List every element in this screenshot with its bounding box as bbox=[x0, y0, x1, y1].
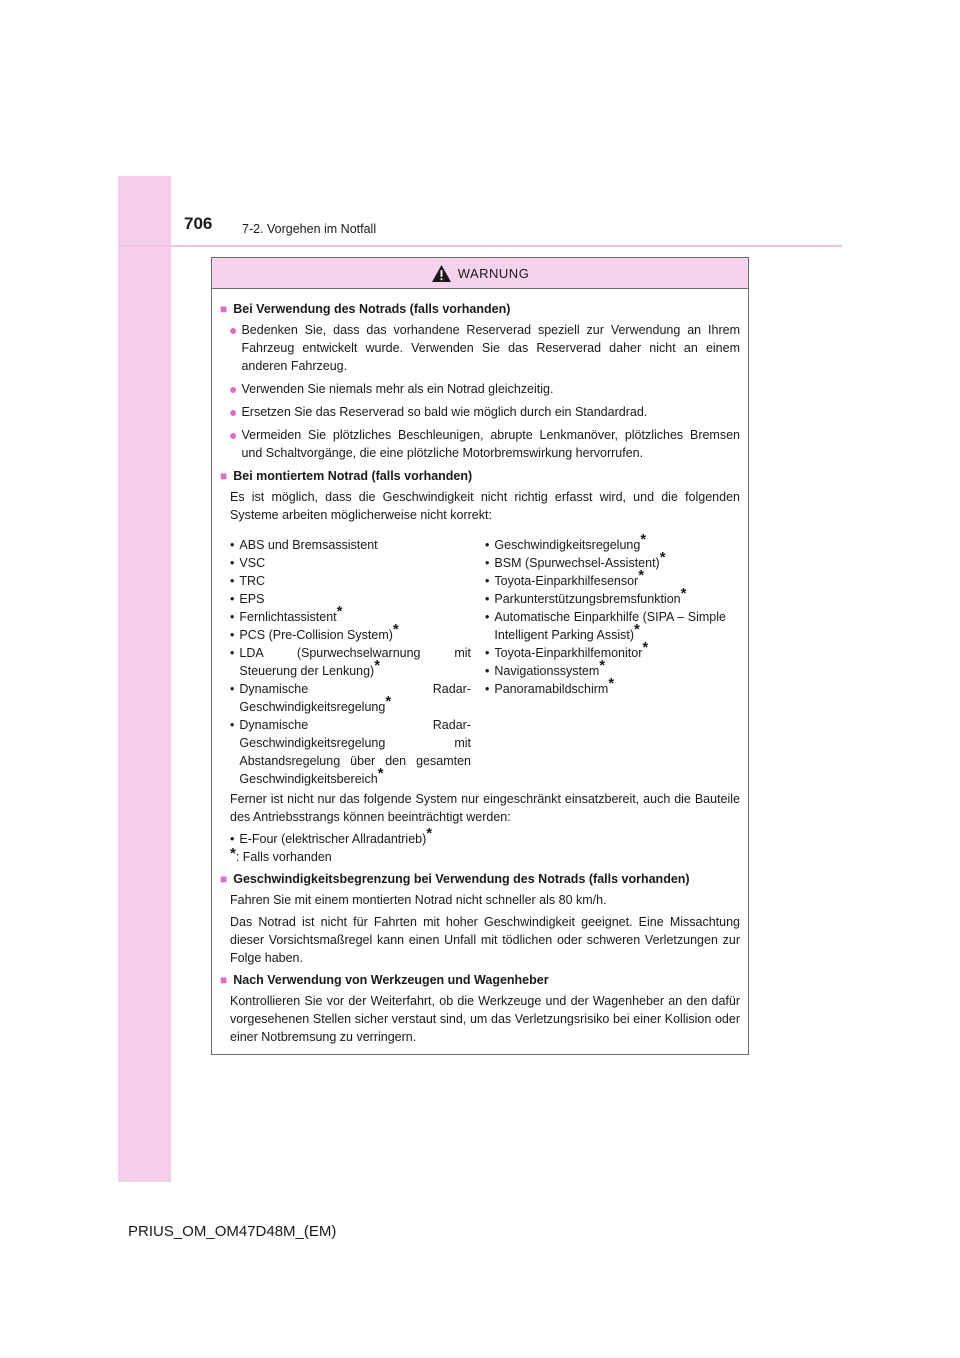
list-item bbox=[485, 608, 726, 644]
square-bullet-icon: ■ bbox=[220, 872, 228, 886]
list-item-text: Parkunterstützungsbremsfunktion bbox=[494, 592, 681, 606]
section-heading-text: Nach Verwendung von Werkzeugen und Wagenheber bbox=[233, 973, 549, 987]
bullet-icon: • bbox=[230, 538, 235, 552]
bullet-icon: • bbox=[230, 832, 235, 846]
left-system-list bbox=[230, 536, 485, 788]
document-code: PRIUS_OM_OM47D48M_(EM) bbox=[128, 1223, 337, 1240]
bullet-icon: • bbox=[230, 592, 235, 606]
bullet-icon: • bbox=[485, 646, 490, 660]
list-item bbox=[220, 403, 740, 421]
bullet-icon: • bbox=[485, 538, 490, 552]
footnote-star: * bbox=[638, 567, 645, 584]
list-item bbox=[220, 380, 740, 398]
list-item bbox=[485, 567, 726, 590]
section-heading bbox=[220, 300, 740, 318]
footnote bbox=[220, 845, 740, 866]
square-bullet-icon: ■ bbox=[220, 469, 228, 483]
footnote-star: * bbox=[640, 531, 647, 548]
footnote-star: * bbox=[680, 585, 687, 602]
list-item-text: Dynamische Radar-Geschwindigkeitsregelung bbox=[239, 682, 471, 714]
list-item bbox=[220, 321, 740, 375]
bullet-icon: • bbox=[230, 682, 235, 696]
list-item bbox=[230, 572, 471, 590]
list-item bbox=[485, 531, 726, 554]
warning-triangle-icon bbox=[431, 264, 452, 283]
bullet-icon: • bbox=[230, 574, 235, 588]
dot-bullet-icon: ● bbox=[229, 427, 238, 443]
list-item bbox=[230, 554, 471, 572]
footnote-star: * bbox=[599, 657, 606, 674]
list-item-text: Verwenden Sie niemals mehr als ein Notrad gleichzeitig. bbox=[241, 382, 554, 396]
bullet-icon: • bbox=[230, 718, 235, 732]
paragraph: Ferner ist nicht nur das folgende System nur eingeschränkt einsatzbereit, auch die Bauteile des Antriebsstrangs können beeinträchtigt werden: bbox=[230, 792, 740, 824]
dot-bullet-icon: ● bbox=[229, 322, 238, 338]
list-item-text: Navigationssystem bbox=[494, 664, 600, 678]
list-item-text: EPS bbox=[239, 592, 265, 606]
list-item bbox=[485, 585, 726, 608]
section-heading bbox=[220, 971, 740, 989]
header-rule bbox=[118, 245, 842, 247]
list-item bbox=[230, 590, 471, 608]
paragraph: Fahren Sie mit einem montierten Notrad nicht schneller als 80 km/h. bbox=[230, 893, 607, 907]
footnote-star: * bbox=[230, 845, 236, 862]
list-item-text: BSM (Spurwechsel-Assistent) bbox=[494, 556, 660, 570]
list-item bbox=[230, 621, 471, 644]
footnote-star: * bbox=[608, 675, 615, 692]
footnote-star: * bbox=[336, 603, 343, 620]
page-number: 706 bbox=[184, 214, 213, 233]
square-bullet-icon: ■ bbox=[220, 302, 228, 316]
list-item-text: Dynamische Radar-Geschwindigkeitsregelung mit Abstandsregelung über den gesamten Geschwindigkeitsbereich bbox=[239, 718, 471, 786]
list-item-text: Automatische Einparkhilfe (SIPA – Simple Intelligent Parking Assist) bbox=[494, 610, 726, 642]
list-item-text: Toyota-Einparkhilfesensor bbox=[494, 574, 639, 588]
list-item-text: PCS (Pre-Collision System) bbox=[239, 628, 393, 642]
warning-label: WARNUNG bbox=[457, 265, 530, 281]
section-heading-text: Bei montiertem Notrad (falls vorhanden) bbox=[233, 469, 473, 483]
list-item bbox=[230, 536, 471, 554]
footnote-star: * bbox=[377, 765, 384, 782]
list-item-text: VSC bbox=[239, 556, 266, 570]
warning-box bbox=[211, 257, 749, 1055]
list-item bbox=[230, 603, 471, 626]
warning-header bbox=[212, 258, 748, 289]
bullet-icon: • bbox=[485, 574, 490, 588]
list-item-text: Geschwindigkeitsregelung bbox=[494, 538, 641, 552]
footnote-star: * bbox=[385, 693, 392, 710]
dot-bullet-icon: ● bbox=[229, 404, 238, 420]
list-item bbox=[220, 426, 740, 462]
footnote-star: * bbox=[374, 657, 381, 674]
footnote-star: * bbox=[642, 639, 649, 656]
list-item-text: Bedenken Sie, dass das vorhandene Reserverad speziell zur Verwendung an Ihrem Fahrzeug entwickelt wurde. Verwenden Sie das Reserverad daher nicht an einem anderen Fahrzeug. bbox=[241, 323, 740, 373]
paragraph: Es ist möglich, dass die Geschwindigkeit nicht richtig erfasst wird, und die folgenden Systeme arbeiten möglicherweise nicht korrekt: bbox=[230, 490, 740, 522]
footnote-text: : Falls vorhanden bbox=[235, 850, 332, 864]
bullet-icon: • bbox=[485, 664, 490, 678]
list-item-text: E-Four (elektrischer Allradantrieb) bbox=[239, 832, 427, 846]
bullet-icon: • bbox=[230, 646, 235, 660]
section-title: 7-2. Vorgehen im Notfall bbox=[242, 222, 377, 236]
footnote-star: * bbox=[426, 825, 433, 842]
dot-bullet-icon: ● bbox=[229, 381, 238, 397]
bullet-icon: • bbox=[485, 556, 490, 570]
list-item-text: LDA (Spurwechselwarnung mit Steuerung der Lenkung) bbox=[239, 646, 471, 678]
list-item bbox=[485, 657, 726, 680]
side-band bbox=[118, 176, 171, 1182]
paragraph: Kontrollieren Sie vor der Weiterfahrt, ob die Werkzeuge und der Wagenheber an den dafür vorgesehenen Stellen sicher verstaut sind, um das Verletzungsrisiko bei einer Kollision oder einer Notbremsung zu verringern. bbox=[230, 994, 740, 1044]
bullet-icon: • bbox=[230, 628, 235, 642]
bullet-icon: • bbox=[485, 610, 490, 624]
system-columns bbox=[220, 531, 740, 788]
bullet-icon: • bbox=[485, 592, 490, 606]
section-heading-text: Bei Verwendung des Notrads (falls vorhanden) bbox=[233, 302, 511, 316]
list-item bbox=[220, 825, 740, 848]
list-item bbox=[230, 680, 471, 716]
section-heading bbox=[220, 870, 740, 888]
right-system-list bbox=[485, 531, 740, 788]
warning-body bbox=[212, 289, 748, 1046]
list-item-text: Panoramabildschirm bbox=[494, 682, 609, 696]
list-item bbox=[485, 675, 726, 698]
list-item bbox=[485, 639, 726, 662]
section-heading bbox=[220, 467, 740, 485]
bullet-icon: • bbox=[230, 610, 235, 624]
footnote-star: * bbox=[634, 621, 640, 638]
list-item-text: ABS und Bremsassistent bbox=[239, 538, 378, 552]
list-item-text: Toyota-Einparkhilfemonitor bbox=[494, 646, 643, 660]
paragraph: Das Notrad ist nicht für Fahrten mit hoher Geschwindigkeit geeignet. Eine Missachtung dieser Vorsichtsmaßregel kann einen Unfall mit tödlichen oder schweren Verletzungen zur Folge haben. bbox=[230, 915, 740, 965]
bullet-icon: • bbox=[485, 682, 490, 696]
square-bullet-icon: ■ bbox=[220, 973, 228, 987]
list-item-text: Fernlichtassistent bbox=[239, 610, 337, 624]
list-item bbox=[230, 716, 471, 788]
section-heading-text: Geschwindigkeitsbegrenzung bei Verwendung des Notrads (falls vorhanden) bbox=[233, 872, 690, 886]
footnote-star: * bbox=[392, 621, 399, 638]
list-item-text: TRC bbox=[239, 574, 266, 588]
footnote-star: * bbox=[659, 549, 666, 566]
list-item-text: Vermeiden Sie plötzliches Beschleunigen, abrupte Lenkmanöver, plötzliches Bremsen und Schaltvorgänge, die eine plötzliche Motorbremswirkung hervorrufen. bbox=[241, 428, 740, 460]
list-item bbox=[230, 644, 471, 680]
bullet-icon: • bbox=[230, 556, 235, 570]
list-item bbox=[485, 549, 726, 572]
list-item-text: Ersetzen Sie das Reserverad so bald wie möglich durch ein Standardrad. bbox=[241, 405, 648, 419]
